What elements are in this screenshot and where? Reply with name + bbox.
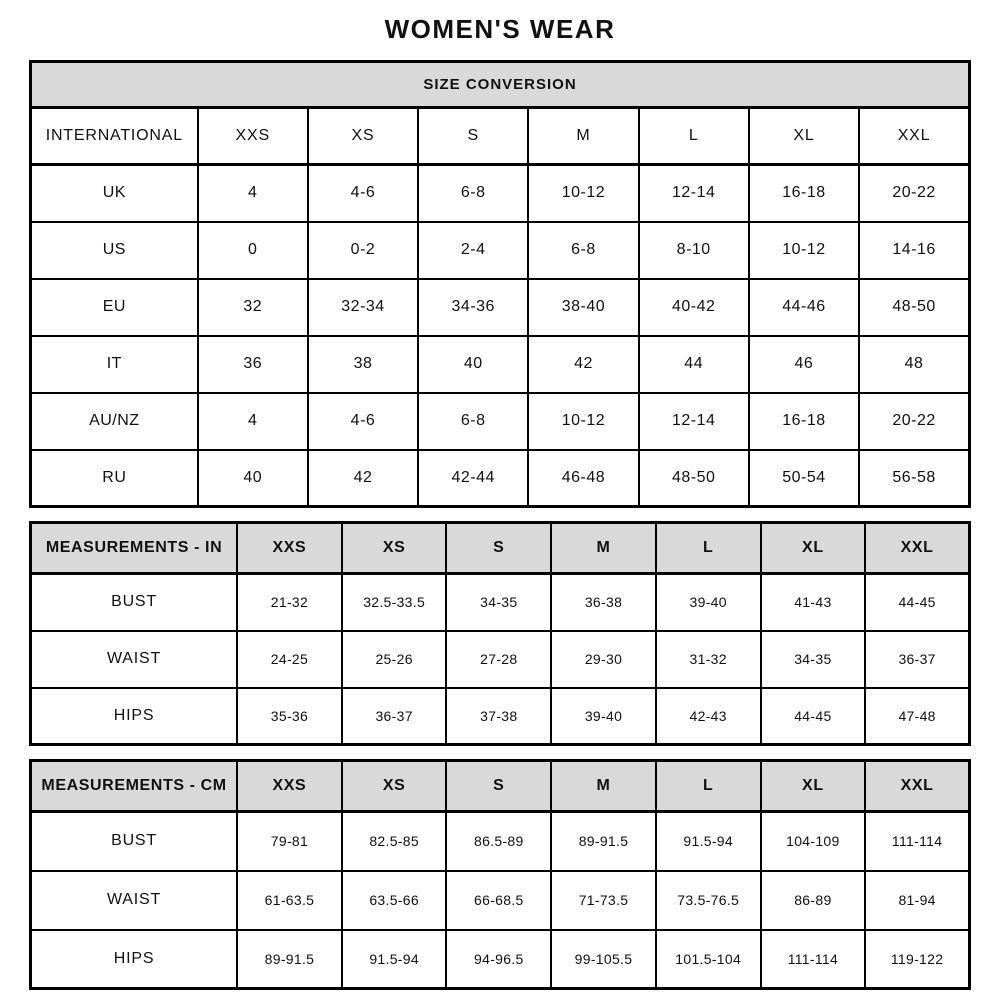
measurement-value-cell: 25-26 <box>342 631 447 688</box>
row-label: EU <box>31 279 198 336</box>
measurement-value-cell: 94-96.5 <box>446 930 551 989</box>
size-value-cell: 48-50 <box>639 450 749 507</box>
measurement-value-cell: 44-45 <box>761 688 866 745</box>
measurement-value-cell: 63.5-66 <box>342 871 447 930</box>
size-value-cell: 6-8 <box>418 393 528 450</box>
measurement-value-cell: 39-40 <box>656 574 761 631</box>
column-header: L <box>656 761 761 812</box>
table-row <box>31 812 970 871</box>
measurement-value-cell: 111-114 <box>865 812 969 871</box>
size-value-cell: 46-48 <box>528 450 638 507</box>
spacer <box>29 508 971 521</box>
measurement-value-cell: 91.5-94 <box>656 812 761 871</box>
size-value-cell: 32-34 <box>308 279 418 336</box>
size-value-cell: 10-12 <box>528 393 638 450</box>
measurement-value-cell: 111-114 <box>761 930 866 989</box>
size-value-cell: 38-40 <box>528 279 638 336</box>
column-header: XS <box>308 108 418 165</box>
measurements-in-table <box>29 521 971 746</box>
table-row <box>31 108 970 165</box>
size-value-cell: 40-42 <box>639 279 749 336</box>
measurement-value-cell: 99-105.5 <box>551 930 656 989</box>
measurements-cm-table <box>29 759 971 990</box>
column-header: M <box>551 523 656 574</box>
measurements-in-title: MEASUREMENTS - IN <box>31 523 238 574</box>
size-value-cell: 56-58 <box>859 450 969 507</box>
size-value-cell: 14-16 <box>859 222 969 279</box>
size-value-cell: 40 <box>418 336 528 393</box>
measurement-value-cell: 66-68.5 <box>446 871 551 930</box>
measurement-value-cell: 41-43 <box>761 574 866 631</box>
size-value-cell: 40 <box>198 450 308 507</box>
table-row <box>31 523 970 574</box>
size-value-cell: 8-10 <box>639 222 749 279</box>
table-row <box>31 393 970 450</box>
size-value-cell: 10-12 <box>749 222 859 279</box>
size-value-cell: 12-14 <box>639 393 749 450</box>
measurement-value-cell: 89-91.5 <box>551 812 656 871</box>
size-value-cell: 6-8 <box>418 165 528 222</box>
row-label: WAIST <box>31 631 238 688</box>
measurement-value-cell: 21-32 <box>237 574 342 631</box>
size-value-cell: 4-6 <box>308 393 418 450</box>
column-header: S <box>446 761 551 812</box>
column-header: XXL <box>865 523 969 574</box>
size-value-cell: 38 <box>308 336 418 393</box>
measurement-value-cell: 36-37 <box>342 688 447 745</box>
row-label: AU/NZ <box>31 393 198 450</box>
table-row <box>31 222 970 279</box>
size-value-cell: 42 <box>308 450 418 507</box>
column-header: XXS <box>237 761 342 812</box>
size-value-cell: 0-2 <box>308 222 418 279</box>
size-value-cell: 4 <box>198 165 308 222</box>
measurement-value-cell: 34-35 <box>446 574 551 631</box>
size-value-cell: 20-22 <box>859 393 969 450</box>
measurement-value-cell: 35-36 <box>237 688 342 745</box>
column-header: M <box>551 761 656 812</box>
column-header: L <box>656 523 761 574</box>
row-label: WAIST <box>31 871 238 930</box>
column-header: XL <box>749 108 859 165</box>
size-value-cell: 10-12 <box>528 165 638 222</box>
measurement-value-cell: 71-73.5 <box>551 871 656 930</box>
row-label: IT <box>31 336 198 393</box>
size-conversion-title: SIZE CONVERSION <box>31 62 970 108</box>
size-value-cell: 44 <box>639 336 749 393</box>
row-label: RU <box>31 450 198 507</box>
row-label: UK <box>31 165 198 222</box>
column-header: XXL <box>859 108 969 165</box>
measurement-value-cell: 32.5-33.5 <box>342 574 447 631</box>
table-row <box>31 761 970 812</box>
table-row <box>31 930 970 989</box>
size-value-cell: 2-4 <box>418 222 528 279</box>
table-row <box>31 871 970 930</box>
measurement-value-cell: 36-38 <box>551 574 656 631</box>
measurements-cm-title: MEASUREMENTS - CM <box>31 761 238 812</box>
table-row <box>31 688 970 745</box>
measurement-value-cell: 82.5-85 <box>342 812 447 871</box>
measurement-value-cell: 39-40 <box>551 688 656 745</box>
measurement-value-cell: 31-32 <box>656 631 761 688</box>
measurement-value-cell: 29-30 <box>551 631 656 688</box>
measurement-value-cell: 104-109 <box>761 812 866 871</box>
row-label: HIPS <box>31 930 238 989</box>
measurement-value-cell: 73.5-76.5 <box>656 871 761 930</box>
column-header: XS <box>342 761 447 812</box>
measurement-value-cell: 81-94 <box>865 871 969 930</box>
measurement-value-cell: 37-38 <box>446 688 551 745</box>
column-header: XXL <box>865 761 969 812</box>
column-header: XXS <box>198 108 308 165</box>
size-value-cell: 34-36 <box>418 279 528 336</box>
measurement-value-cell: 24-25 <box>237 631 342 688</box>
column-header: S <box>418 108 528 165</box>
column-header: XL <box>761 761 866 812</box>
page-title: WOMEN'S WEAR <box>384 14 616 44</box>
measurement-value-cell: 27-28 <box>446 631 551 688</box>
size-conversion-table <box>29 60 971 508</box>
measurement-value-cell: 47-48 <box>865 688 969 745</box>
table-row <box>31 279 970 336</box>
size-value-cell: 4 <box>198 393 308 450</box>
measurement-value-cell: 42-43 <box>656 688 761 745</box>
column-header: XL <box>761 523 866 574</box>
size-value-cell: 44-46 <box>749 279 859 336</box>
column-header: XXS <box>237 523 342 574</box>
table-row <box>31 165 970 222</box>
column-header: XS <box>342 523 447 574</box>
size-value-cell: 32 <box>198 279 308 336</box>
measurement-value-cell: 91.5-94 <box>342 930 447 989</box>
size-value-cell: 16-18 <box>749 393 859 450</box>
column-header: L <box>639 108 749 165</box>
table-row <box>31 336 970 393</box>
measurement-value-cell: 101.5-104 <box>656 930 761 989</box>
table-row <box>31 574 970 631</box>
row-label: US <box>31 222 198 279</box>
size-value-cell: 20-22 <box>859 165 969 222</box>
measurement-value-cell: 36-37 <box>865 631 969 688</box>
column-header: M <box>528 108 638 165</box>
measurement-value-cell: 44-45 <box>865 574 969 631</box>
row-label: HIPS <box>31 688 238 745</box>
size-value-cell: 42-44 <box>418 450 528 507</box>
measurement-value-cell: 89-91.5 <box>237 930 342 989</box>
table-row <box>31 62 970 108</box>
column-header: S <box>446 523 551 574</box>
measurement-value-cell: 86-89 <box>761 871 866 930</box>
measurement-value-cell: 34-35 <box>761 631 866 688</box>
size-value-cell: 6-8 <box>528 222 638 279</box>
size-value-cell: 12-14 <box>639 165 749 222</box>
row-label: BUST <box>31 574 238 631</box>
measurement-value-cell: 79-81 <box>237 812 342 871</box>
size-value-cell: 48-50 <box>859 279 969 336</box>
size-value-cell: 50-54 <box>749 450 859 507</box>
row-label: BUST <box>31 812 238 871</box>
size-value-cell: 42 <box>528 336 638 393</box>
column-header: INTERNATIONAL <box>31 108 198 165</box>
size-value-cell: 36 <box>198 336 308 393</box>
measurement-value-cell: 86.5-89 <box>446 812 551 871</box>
table-row <box>31 450 970 507</box>
size-value-cell: 46 <box>749 336 859 393</box>
size-value-cell: 48 <box>859 336 969 393</box>
size-value-cell: 4-6 <box>308 165 418 222</box>
measurement-value-cell: 61-63.5 <box>237 871 342 930</box>
size-value-cell: 16-18 <box>749 165 859 222</box>
measurement-value-cell: 119-122 <box>865 930 969 989</box>
size-value-cell: 0 <box>198 222 308 279</box>
table-row <box>31 631 970 688</box>
spacer <box>29 746 971 759</box>
